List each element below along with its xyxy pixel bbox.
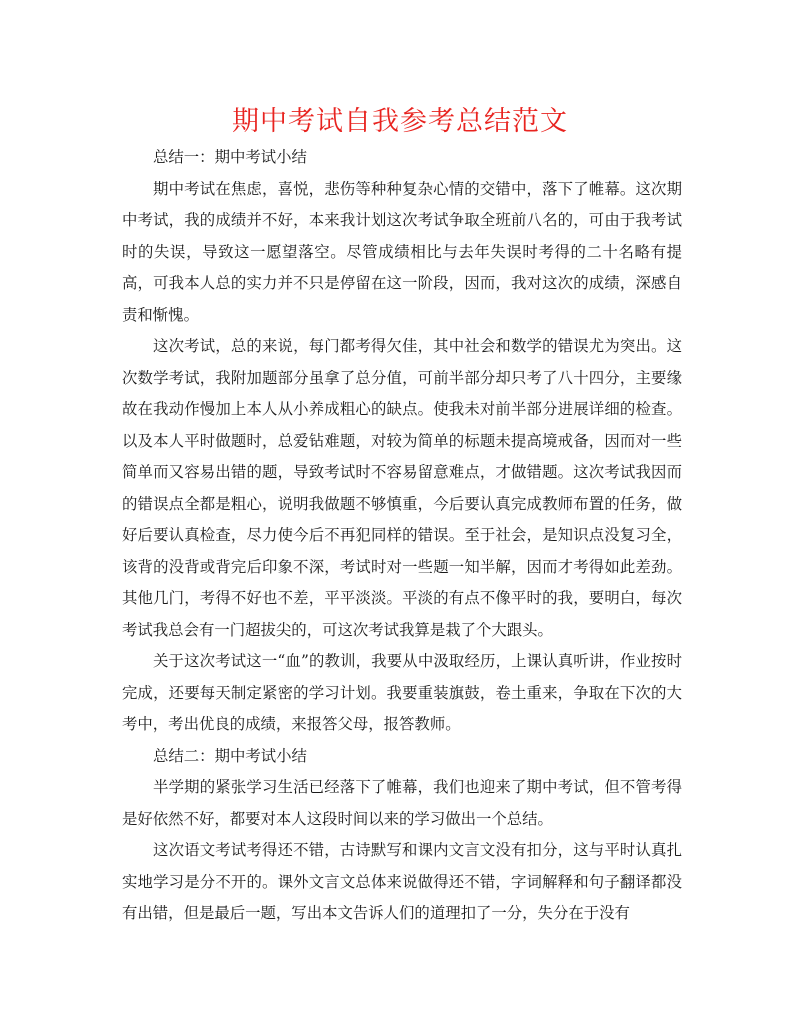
- section-heading: 总结一：期中考试小结: [153, 148, 307, 166]
- document-body: [122, 142, 682, 930]
- document-title: 期中考试自我参考总结范文: [232, 106, 568, 137]
- paragraph: 关于这次考试这一“血”的教训，我要从中汲取经历，上课认真听讲，作业按时完成，还要每天制定紧密的学习计划。我要重装旗鼓，卷土重来，争取在下次的大考中，考出优良的成绩，来报答父母，报答教师。: [122, 652, 682, 733]
- paragraph: 半学期的紧张学习生活已经落下了帷幕，我们也迎来了期中考试，但不管考得是好依然不好，都要对本人这段时间以来的学习做出一个总结。: [122, 778, 682, 828]
- paragraph: 期中考试在焦虑，喜悦，悲伤等种种复杂心情的交错中，落下了帷幕。这次期中考试，我的成绩并不好，本来我计划这次考试争取全班前八名的，可由于我考试时的失误，导致这一愿望落空。尽管成绩相比与去年失误时考得的二十名略有提高，可我本人总的实力并不只是停留在这一阶段，因而，我对这次的成绩，深感自责和惭愧。: [122, 179, 682, 324]
- paragraph: 这次语文考试考得还不错，古诗默写和课内文言文没有扣分，这与平时认真扎实地学习是分不开的。课外文言文总体来说做得还不错，字词解释和句子翻译都没有出错，但是最后一题，写出本文告诉人们的道理扣了一分，失分在于没有: [122, 841, 682, 922]
- paragraph: 这次考试，总的来说，每门都考得欠佳，其中社会和数学的错误尤为突出。这次数学考试，我附加题部分虽拿了总分值，可前半部分却只考了八十四分，主要缘故在我动作慢加上本人从小养成粗心的缺点。使我未对前半部分进展详细的检查。以及本人平时做题时，总爱钻难题，对较为简单的标题未提高境戒备，因而对一些简单而又容易出错的题，导致考试时不容易留意难点，才做错题。这次考试我因而的错误点全都是粗心，说明我做题不够慎重，今后要认真完成教师布置的任务，做好后要认真检查，尽力使今后不再犯同样的错误。至于社会，是知识点没复习全，该背的没背或背完后印象不深，考试时对一些题一知半解，因而才考得如此差劲。其他几门，考得不好也不差，平平淡淡。平淡的有点不像平时的我，要明白，每次考试我总会有一门超拔尖的，可这次考试我算是栽了个大跟头。: [122, 337, 682, 639]
- section-heading: 总结二：期中考试小结: [153, 746, 307, 765]
